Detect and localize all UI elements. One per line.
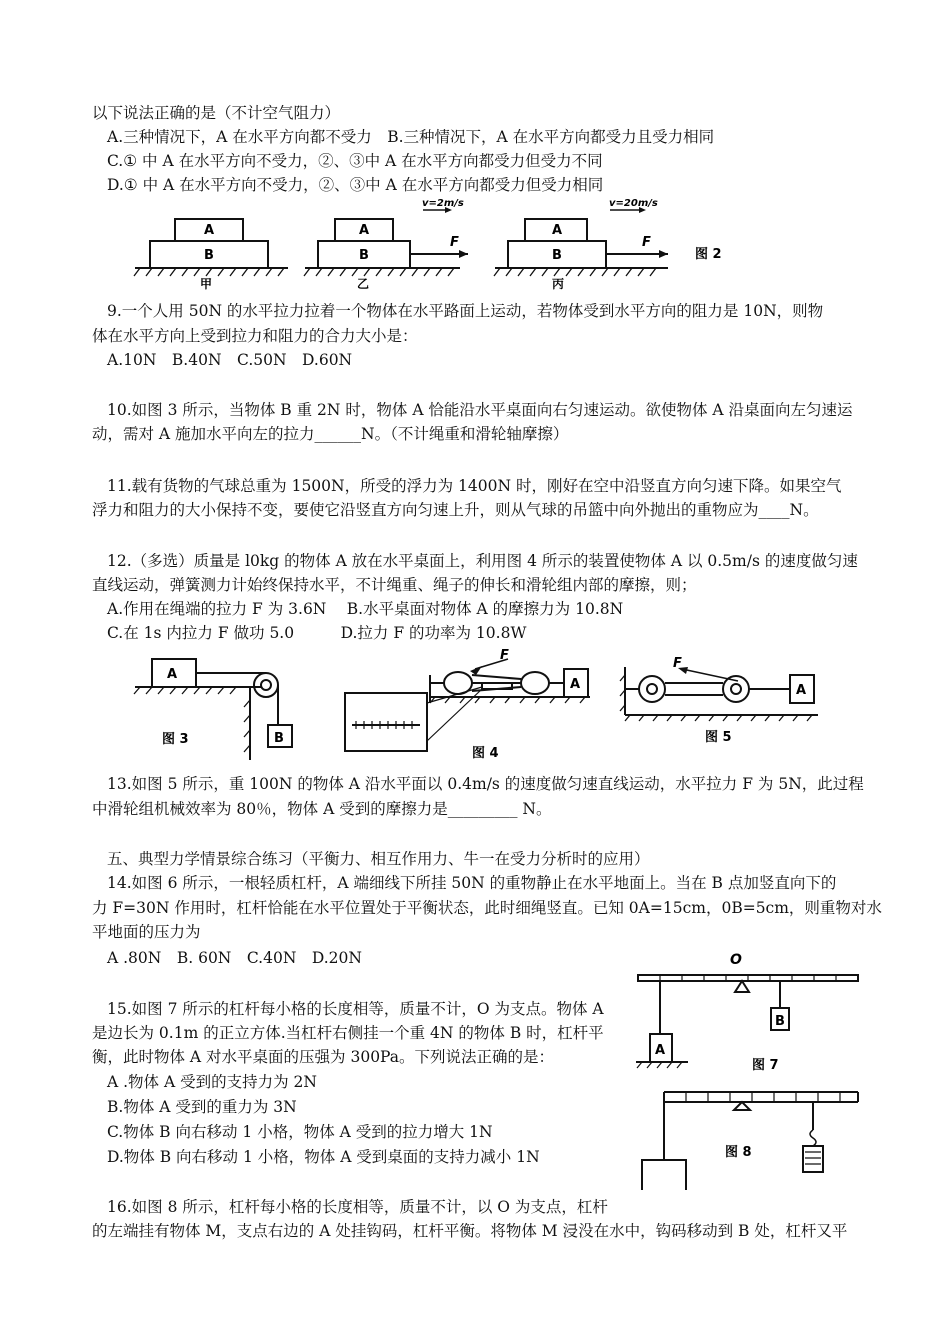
q8-stem: 以下说法正确的是（不计空气阻力） bbox=[92, 104, 341, 122]
fig2-label-b1: B bbox=[204, 248, 214, 263]
q16-line1: 16.如图 8 所示，杠杆每小格的长度相等，质量不计，以 O 为支点，杠杆 bbox=[107, 1198, 608, 1216]
fig2-caption-yi: 乙 bbox=[357, 277, 370, 290]
q15-option-a: A .物体 A 受到的支持力为 2N bbox=[107, 1073, 317, 1091]
fig7-label-a: A bbox=[655, 1043, 666, 1058]
fig7-number: 图 7 bbox=[752, 1058, 779, 1073]
q12-option-cd: C.在 1s 内拉力 F 做功 5.0 D.拉力 F 的功率为 10.8W bbox=[107, 624, 527, 642]
q15-line1: 15.如图 7 所示的杠杆每小格的长度相等，质量不计，O 为支点。物体 A bbox=[107, 1000, 604, 1018]
q14-line1: 14.如图 6 所示，一根轻质杠杆，A 端细线下所挂 50N 的重物静止在水平地面上。当在 B 点加竖直向下的 bbox=[107, 874, 837, 892]
fig4-number: 图 4 bbox=[472, 746, 499, 761]
fig3-label-b: B bbox=[274, 731, 284, 746]
fig5-label-a: A bbox=[796, 683, 807, 698]
fig2-velocity-3: v=20m/s bbox=[609, 198, 658, 209]
q15-option-d: D.物体 B 向右移动 1 小格，物体 A 受到桌面的支持力减小 1N bbox=[107, 1148, 540, 1166]
figures-3-4-5 bbox=[130, 645, 835, 763]
q15-line2: 是边长为 0.1m 的正立方体.当杠杆右侧挂一个重 4N 的物体 B 时，杠杆平 bbox=[92, 1024, 604, 1042]
fig4-force-label: F bbox=[500, 648, 509, 663]
q9-line1: 9.一个人用 50N 的水平拉力拉着一个物体在水平路面上运动，若物体受到水平方向的阻力是 10N，则物 bbox=[107, 302, 824, 320]
fig2-label-b2: B bbox=[359, 248, 369, 263]
q14-options: A .80N B. 60N C.40N D.20N bbox=[107, 949, 362, 967]
fig2-caption-jia: 甲 bbox=[200, 277, 213, 290]
q9-options: A.10N B.40N C.50N D.60N bbox=[107, 351, 353, 369]
q10-line2: 动，需对 A 施加水平向左的拉力______N。（不计绳重和滑轮轴摩擦） bbox=[92, 425, 569, 443]
fig2-label-a1: A bbox=[204, 223, 215, 238]
fig3-label-a: A bbox=[167, 667, 178, 682]
fig2-label-b3: B bbox=[552, 248, 562, 263]
fig2-force-label-2: F bbox=[450, 235, 459, 250]
q13-line1: 13.如图 5 所示，重 100N 的物体 A 沿水平面以 0.4m/s 的速度做匀速直线运动，水平拉力 F 为 5N，此过程 bbox=[107, 775, 864, 793]
fig2-label-a2: A bbox=[359, 223, 370, 238]
q13-line2: 中滑轮组机械效率为 80％，物体 A 受到的摩擦力是_________ N。 bbox=[92, 800, 552, 818]
q15-option-b: B.物体 A 受到的重力为 3N bbox=[107, 1098, 297, 1116]
q9-line2: 体在水平方向上受到拉力和阻力的合力大小是： bbox=[92, 327, 418, 345]
q10-line1: 10.如图 3 所示，当物体 B 重 2N 时，物体 A 恰能沿水平桌面向右匀速运动。欲使物体 A 沿桌面向左匀速运 bbox=[107, 401, 853, 419]
q8-option-ab: A.三种情况下，A 在水平方向都不受力 B.三种情况下，A 在水平方向都受力且受力相同 bbox=[107, 128, 715, 146]
fig3-number: 图 3 bbox=[162, 732, 189, 747]
fig7-label-b: B bbox=[775, 1014, 785, 1029]
fig7-pivot-label: O bbox=[730, 952, 742, 968]
q12-line2: 直线运动，弹簧测力计始终保持水平，不计绳重、绳子的伸长和滑轮组内部的摩擦，则； bbox=[92, 576, 697, 594]
q11-line2: 浮力和阻力的大小保持不变，要使它沿竖直方向匀速上升，则从气球的吊篮中向外抛出的重物应为____N。 bbox=[92, 501, 819, 519]
fig2-caption-bing: 丙 bbox=[552, 277, 565, 290]
q14-line2: 力 F=30N 作用时，杠杆恰能在水平位置处于平衡状态，此时细绳竖直。已知 0A=15cm，0B=5cm，则重物对水 bbox=[92, 899, 882, 917]
q11-line1: 11.载有货物的气球总重为 1500N，所受的浮力为 1400N 时，刚好在空中沿竖直方向匀速下降。如果空气 bbox=[107, 477, 842, 495]
q12-option-ab: A.作用在绳端的拉力 F 为 3.6N B.水平桌面对物体 A 的摩擦力为 10.8N bbox=[107, 600, 624, 618]
figure-2 bbox=[130, 196, 750, 290]
q15-option-c: C.物体 B 向右移动 1 小格，物体 A 受到的拉力增大 1N bbox=[107, 1123, 493, 1141]
fig2-number: 图 2 bbox=[695, 247, 722, 262]
q14-line3: 平地面的压力为 bbox=[92, 923, 201, 941]
fig2-label-a3: A bbox=[552, 223, 563, 238]
q8-option-c: C.① 中 A 在水平方向不受力，②、③中 A 在水平方向都受力但受力不同 bbox=[107, 152, 603, 170]
q15-line3: 衡，此时物体 A 对水平桌面的压强为 300Pa。下列说法正确的是： bbox=[92, 1048, 555, 1066]
section-5-heading: 五、典型力学情景综合练习（平衡力、相互作用力、牛一在受力分析时的应用） bbox=[107, 850, 650, 868]
fig2-force-label-3: F bbox=[642, 235, 651, 250]
fig5-number: 图 5 bbox=[705, 730, 732, 745]
q8-option-d: D.① 中 A 在水平方向不受力，②、③中 A 在水平方向都受力但受力相同 bbox=[107, 176, 604, 194]
fig2-velocity-2: v=2m/s bbox=[422, 198, 464, 209]
figures-7-8 bbox=[630, 950, 870, 1190]
q16-line2: 的左端挂有物体 M，支点右边的 A 处挂钩码，杠杆平衡。将物体 M 浸没在水中，钩码移动到 B 处，杠杆又平 bbox=[92, 1222, 848, 1240]
fig4-label-a: A bbox=[570, 677, 581, 692]
fig8-number: 图 8 bbox=[725, 1145, 752, 1160]
q12-line1: 12.（多选）质量是 l0kg 的物体 A 放在水平桌面上，利用图 4 所示的装置使物体 A 以 0.5m/s 的速度做匀速 bbox=[107, 552, 858, 570]
fig5-force-label: F bbox=[673, 656, 682, 671]
